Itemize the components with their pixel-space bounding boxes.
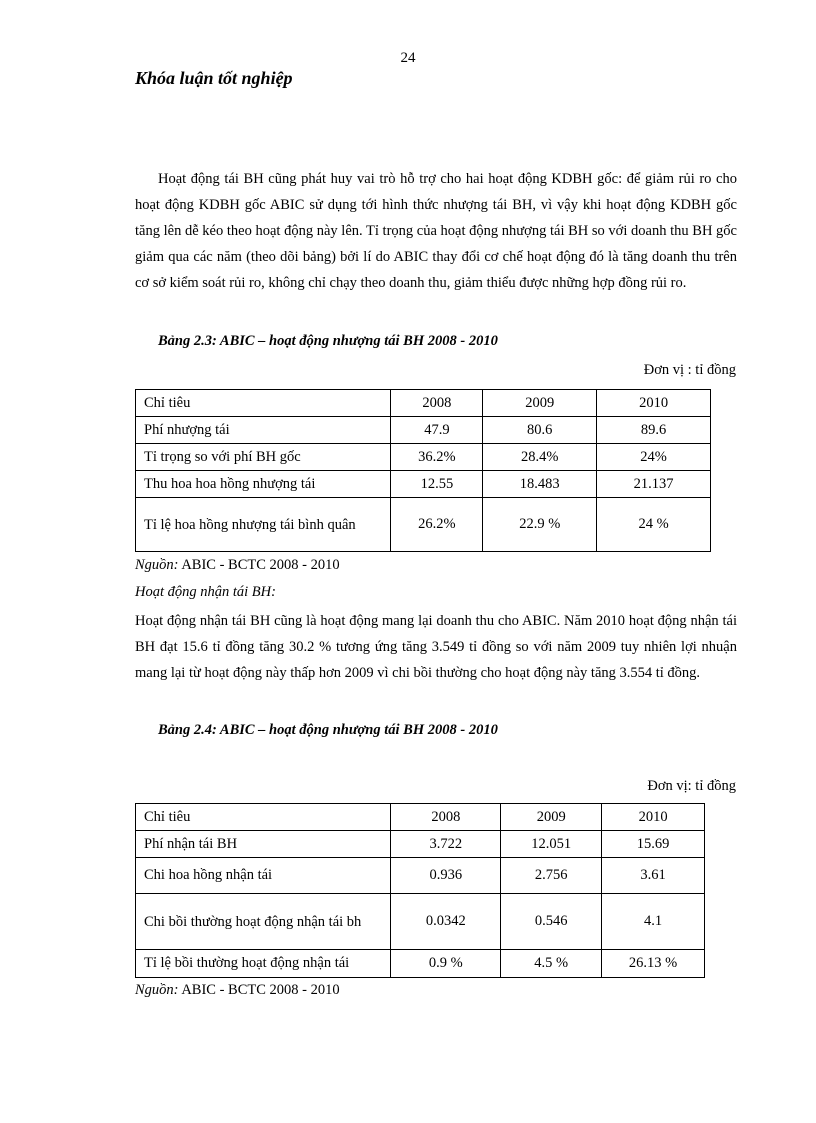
- section-heading: Hoạt động nhận tái BH:: [135, 584, 276, 600]
- table1-header-cell: 2009: [483, 390, 597, 417]
- paragraph-1: Hoạt động tái BH cũng phát huy vai trò hỗ trợ cho hai hoạt động KDBH gốc: để giảm rủi ro cho hoạt động KDBH gốc ABIC sử dụng tới hình thức nhượng tái BH, vì vậy khi hoạt động KDBH gốc tăng lên dễ kéo theo hoạt động này lên. Tỉ trọng của hoạt động nhượng tái BH so với doanh thu BH gốc giảm qua các năm (theo dõi bảng) bởi lí do ABIC thay đổi cơ chế hoạt động đó là tăng doanh thu trên cơ sở kiểm soát rủi ro, không chỉ chạy theo doanh thu, giảm thiểu được những hợp đồng rủi ro.: [135, 171, 737, 291]
- table-cell: 0.936: [391, 858, 501, 894]
- table-row: [136, 831, 705, 858]
- source-text: ABIC - BCTC 2008 - 2010: [181, 982, 340, 998]
- table-cell: 0.9 %: [391, 950, 501, 978]
- table-cell: Chi hoa hồng nhận tái: [136, 858, 391, 894]
- source-label: Nguồn:: [135, 982, 179, 998]
- table1-caption: Bảng 2.3: ABIC – hoạt động nhượng tái BH 2008 - 2010: [158, 333, 498, 349]
- table-cell: 0.0342: [391, 894, 501, 950]
- table2-source: [135, 982, 340, 999]
- table-cell: 89.6: [597, 417, 711, 444]
- table-row: [136, 950, 705, 978]
- table-cell: 18.483: [483, 471, 597, 498]
- page-number: 24: [400, 50, 416, 66]
- table-cell: 12.051: [501, 831, 602, 858]
- table2-header-cell: 2010: [602, 804, 705, 831]
- table-row: [136, 894, 705, 950]
- table-cell: 28.4%: [483, 444, 597, 471]
- table-row: [136, 417, 711, 444]
- table-cell: Tỉ lệ hoa hồng nhượng tái bình quân: [136, 498, 391, 552]
- table-cell: 4.1: [602, 894, 705, 950]
- table1-header-row: [136, 390, 711, 417]
- table-row: [136, 858, 705, 894]
- table2-header-row: [136, 804, 705, 831]
- table1-header-cell: 2008: [391, 390, 483, 417]
- table-cell: 4.5 %: [501, 950, 602, 978]
- table-cell: 12.55: [391, 471, 483, 498]
- table-cell: 3.61: [602, 858, 705, 894]
- table-cell: 24%: [597, 444, 711, 471]
- table-cell: 2.756: [501, 858, 602, 894]
- table-cell: 36.2%: [391, 444, 483, 471]
- table-cell: Thu hoa hoa hồng nhượng tái: [136, 471, 391, 498]
- table1: [135, 389, 711, 552]
- table-cell: 80.6: [483, 417, 597, 444]
- table-cell: Chi bồi thường hoạt động nhận tái bh: [136, 894, 391, 950]
- table-cell: 47.9: [391, 417, 483, 444]
- source-label: Nguồn:: [135, 557, 179, 573]
- table-cell: 22.9 %: [483, 498, 597, 552]
- table2: [135, 803, 705, 978]
- table-cell: Tỉ trọng so với phí BH gốc: [136, 444, 391, 471]
- table-cell: Phí nhận tái BH: [136, 831, 391, 858]
- table1-header-cell: 2010: [597, 390, 711, 417]
- table1-unit: Đơn vị : tỉ đồng: [643, 362, 736, 378]
- table2-header-cell: Chỉ tiêu: [136, 804, 391, 831]
- table1-header-cell: Chỉ tiêu: [136, 390, 391, 417]
- table-cell: Phí nhượng tái: [136, 417, 391, 444]
- table-row: [136, 471, 711, 498]
- header-title: Khóa luận tốt nghiệp: [135, 68, 293, 88]
- table2-caption: Bảng 2.4: ABIC – hoạt động nhượng tái BH 2008 - 2010: [158, 722, 498, 738]
- table-cell: 24 %: [597, 498, 711, 552]
- source-text: ABIC - BCTC 2008 - 2010: [181, 557, 340, 573]
- table2-header-cell: 2009: [501, 804, 602, 831]
- table-row: [136, 498, 711, 552]
- table-cell: 21.137: [597, 471, 711, 498]
- paragraph-2: Hoạt động nhận tái BH cũng là hoạt động mang lại doanh thu cho ABIC. Năm 2010 hoạt động nhận tái BH đạt 15.6 tỉ đồng tăng 30.2 % tương ứng tăng 3.549 tỉ đồng so với năm 2009 tuy nhiên lợi nhuận mang lại từ hoạt động này thấp hơn 2009 vì chi bồi thường cho hoạt động này tăng 3.554 tỉ đồng.: [135, 613, 737, 681]
- table-row: [136, 444, 711, 471]
- table-cell: 3.722: [391, 831, 501, 858]
- table-cell: 26.13 %: [602, 950, 705, 978]
- table-cell: 0.546: [501, 894, 602, 950]
- table-cell: 26.2%: [391, 498, 483, 552]
- table-cell: 15.69: [602, 831, 705, 858]
- table1-source: [135, 557, 340, 574]
- table2-unit: Đơn vị: tỉ đồng: [647, 778, 736, 794]
- table2-header-cell: 2008: [391, 804, 501, 831]
- table-cell: Tỉ lệ bồi thường hoạt động nhận tái: [136, 950, 391, 978]
